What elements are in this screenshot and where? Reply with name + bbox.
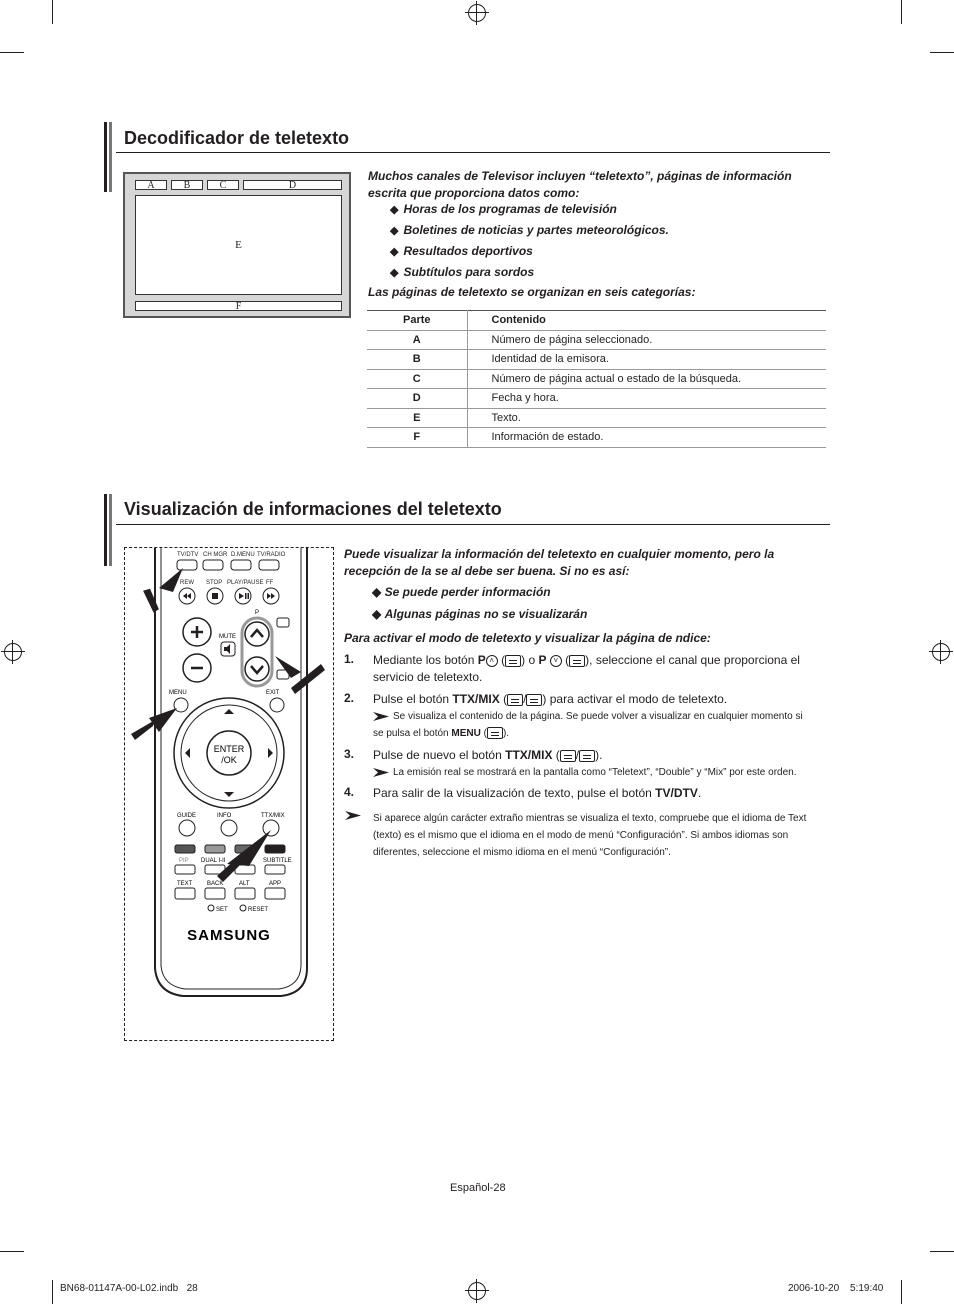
teletext-icon: [560, 750, 576, 762]
text-button[interactable]: [175, 888, 195, 899]
table-cell: A: [367, 330, 467, 350]
table-header: Parte: [367, 311, 467, 331]
note-text: Se visualiza el contenido de la página. Se puede volver a visualizar en cualquier momento si se pulsa el botón: [373, 711, 803, 739]
note-arrow-icon: [373, 768, 389, 777]
crop-mark: [52, 1280, 53, 1304]
remote-label-ttx-mix: TTX/MIX: [261, 813, 285, 819]
list-item: ◆ Boletines de noticias y partes meteorológicos.: [390, 220, 669, 241]
key-label: TV/DTV: [655, 786, 698, 800]
d-menu-button[interactable]: [231, 560, 251, 570]
diagram-label-a: A: [135, 180, 167, 190]
step-number: 1.: [344, 652, 355, 666]
print-date: 2006-10-20: [788, 1283, 840, 1294]
remote-label-dmenu: D.MENU: [231, 552, 255, 558]
step-number: 3.: [344, 747, 355, 761]
remote-label-dual: DUAL I-II: [201, 858, 226, 864]
visualization-intro: Puede visualizar la información del teletexto en cualquier momento, pero la recepción de la se al debe ser buena. Si no es así:: [344, 547, 775, 578]
crop-mark: [52, 0, 53, 24]
key-label: P: [477, 653, 486, 667]
teletext-intro: Muchos canales de Televisor incluyen “teletexto”, páginas de información escrita que proporciona datos como:: [368, 169, 792, 200]
diagram-label-b: B: [171, 180, 203, 190]
remote-label-rew: REW: [180, 580, 194, 586]
step-3-note: [373, 764, 823, 781]
remote-label-reset: RESET: [248, 907, 269, 913]
page-up-icon: [277, 618, 289, 627]
chevron-up-icon: ˄: [486, 655, 498, 667]
step-text: ) o: [521, 653, 539, 667]
remote-label-exit: EXIT: [266, 690, 280, 696]
channel-down-button[interactable]: [245, 657, 269, 681]
key-label: TTX/MIX: [505, 748, 553, 762]
key-label: TTX/MIX: [452, 692, 500, 706]
mix-icon: [526, 694, 542, 706]
final-note: Si aparece algún carácter extraño mientras se visualiza el texto, compruebe que el idioma de Text (texto) es el mismo que el idioma en el modo de menú “Configuración”. Si ambos idiomas son diferentes, seleccione el mismo idioma en el menú “Configuración”.: [373, 813, 807, 858]
registration-mark-icon: [468, 1282, 486, 1300]
table-row: [367, 369, 826, 389]
channel-up-button[interactable]: [245, 622, 269, 646]
bullet-text: Se puede perder información: [384, 585, 551, 599]
activate-text: Para activar el modo de teletexto y visualizar la página de ndice:: [344, 631, 711, 645]
teletext-icon: [507, 694, 523, 706]
step-text: Pulse el botón: [373, 692, 453, 706]
back-button[interactable]: [205, 888, 225, 899]
remote-label-ff: FF: [266, 580, 274, 586]
page-down-icon: [569, 655, 585, 667]
diamond-bullet-icon: ◆: [372, 607, 385, 621]
remote-label-guide: GUIDE: [177, 813, 197, 819]
guide-button[interactable]: [179, 820, 195, 836]
parts-table: [367, 310, 826, 448]
table-cell: E: [367, 408, 467, 428]
step-text: ) para activar el modo de teletexto.: [542, 692, 728, 706]
remote-illustration: [124, 547, 334, 1041]
note-text: La emisión real se mostrará en la pantalla como “Teletext”, “Double” y “Mix” por este orden.: [393, 767, 797, 778]
step-2-note: Se visualiza el contenido de la página. Se puede volver a visualizar en cualquier momento si se pulsa el botón MENU ( ).: [373, 711, 803, 739]
section-bar: [104, 122, 112, 192]
remote-label-info: INFO: [217, 813, 232, 819]
alt-button[interactable]: [235, 888, 255, 899]
remote-label-mute: MUTE: [219, 634, 236, 640]
key-label: MENU: [451, 728, 481, 739]
section-title: Visualización de informaciones del teletexto: [124, 499, 502, 519]
step-2-text: Pulse el botón TTX/MIX ( / ) para activar el modo de teletexto.: [373, 692, 728, 706]
diagram-label-d: D: [243, 180, 342, 190]
step-4-text: [373, 785, 831, 802]
tv-dtv-button[interactable]: [177, 560, 197, 570]
green-button[interactable]: [205, 845, 225, 853]
section-title: Decodificador de teletexto: [124, 128, 350, 148]
file-name: BN68-01147A-00-L02.indb 28: [60, 1283, 198, 1294]
step-number: 2.: [344, 691, 355, 705]
list-item: ◆ Subtítulos para sordos: [390, 262, 669, 283]
crop-mark: [0, 1251, 24, 1252]
step-number: 4.: [344, 785, 355, 799]
stop-icon: [212, 593, 218, 599]
step-text: Para salir de la visualización de texto, pulse el botón: [373, 786, 656, 800]
remote-label-app: APP: [269, 881, 282, 887]
table-cell: Número de página seleccionado.: [467, 330, 826, 350]
table-row: [367, 408, 826, 428]
step-text: ), seleccione el canal que proporciona el servicio de teletexto.: [373, 653, 800, 684]
red-button[interactable]: [175, 845, 195, 853]
remote-label-tvdtv: TV/DTV: [177, 552, 199, 558]
remote-label-enter: ENTER: [213, 744, 245, 754]
table-cell: Texto.: [467, 408, 826, 428]
remote-label-p: P: [255, 610, 260, 616]
list-item: ◆ Resultados deportivos: [390, 241, 669, 262]
remote-label-playpause: PLAY/PAUSE: [227, 580, 264, 586]
table-cell: D: [367, 389, 467, 409]
table-cell: Información de estado.: [467, 428, 826, 448]
crop-mark: [0, 52, 24, 53]
remote-label-menu: MENU: [169, 690, 187, 696]
remote-control-drawing: [125, 548, 335, 1042]
mix-icon: [579, 750, 595, 762]
registration-mark-icon: [4, 643, 22, 661]
remote-label-stop: STOP: [206, 580, 223, 586]
reset-button[interactable]: [240, 905, 246, 911]
diagram-label-e: E: [135, 195, 342, 295]
step-text: .: [697, 786, 702, 800]
remote-label-ok: /OK: [221, 755, 237, 765]
section-rule: [116, 524, 830, 525]
step-text: Mediante los botón: [373, 653, 478, 667]
ch-mgr-button[interactable]: [203, 560, 223, 570]
table-row: [367, 389, 826, 409]
registration-mark-icon: [932, 643, 950, 661]
ttx-mix-button[interactable]: [263, 820, 279, 836]
table-cell: Fecha y hora.: [467, 389, 826, 409]
table-cell: C: [367, 369, 467, 389]
crop-mark: [930, 1251, 954, 1252]
bullet-item: [372, 606, 587, 623]
app-button[interactable]: [265, 888, 285, 899]
remote-label-back: BACK: [207, 881, 224, 887]
teletext-bullets: [390, 199, 669, 283]
table-row: [367, 428, 826, 448]
exit-button[interactable]: [270, 698, 284, 712]
teletext-diagram: [123, 172, 351, 318]
subtitle-button[interactable]: [265, 865, 285, 874]
table-header: Contenido: [467, 311, 826, 331]
categories-text: Las páginas de teletexto se organizan en seis categorías:: [368, 285, 696, 299]
crop-mark: [901, 1280, 902, 1304]
remote-label-pip: PIP: [179, 858, 189, 864]
table-row: [367, 330, 826, 350]
crop-mark: [901, 0, 902, 24]
section-rule: [116, 152, 830, 153]
menu-button[interactable]: [174, 698, 188, 712]
step-text: ).: [595, 748, 603, 762]
key-label: P: [538, 653, 547, 667]
tv-radio-button[interactable]: [259, 560, 279, 570]
registration-mark-icon: [468, 4, 486, 22]
table-row: [367, 350, 826, 370]
chevron-down-icon: ˅: [550, 655, 562, 667]
table-cell: Número de página actual o estado de la búsqueda.: [467, 369, 826, 389]
samsung-logo: SAMSUNG: [187, 927, 271, 944]
step-1-text: Mediante los botón P ˄ ( ) o P ˅ ( ), seleccione el canal que proporciona el servicio de teletexto.: [373, 653, 800, 684]
note-text: ).: [502, 728, 510, 739]
remote-label-set: SET: [216, 907, 228, 913]
section-bar: [104, 494, 112, 566]
remote-label-text: TEXT: [177, 881, 193, 887]
diamond-bullet-icon: ◆: [372, 585, 385, 599]
table-cell: F: [367, 428, 467, 448]
note-arrow-icon: [345, 811, 361, 820]
note-arrow-icon: [373, 712, 389, 721]
table-cell: B: [367, 350, 467, 370]
info-button[interactable]: [221, 820, 237, 836]
diagram-label-c: C: [207, 180, 239, 190]
pointer-arrow-icon: [131, 720, 155, 740]
diagram-label-f: F: [135, 301, 342, 311]
remote-label-chmgr: CH MGR: [203, 552, 228, 558]
page-up-icon: [505, 655, 521, 667]
set-button[interactable]: [208, 905, 214, 911]
step-3-text: Pulse de nuevo el botón TTX/MIX ( / ).: [373, 748, 603, 762]
remote-label-alt: ALT: [239, 881, 250, 887]
remote-label-subtitle: SUBTITLE: [263, 858, 292, 864]
menu-icon: [487, 727, 503, 739]
step-text: Pulse de nuevo el botón: [373, 748, 506, 762]
page-number: Español-28: [450, 1182, 506, 1194]
bullet-text: Algunas páginas no se visualizarán: [384, 607, 588, 621]
pip-button[interactable]: [175, 865, 195, 874]
table-cell: Identidad de la emisora.: [467, 350, 826, 370]
table-header-row: [367, 311, 826, 331]
crop-mark: [930, 52, 954, 53]
bullet-item: [372, 584, 551, 601]
remote-label-tvradio: TV/RADIO: [257, 552, 286, 558]
list-item: ◆ Horas de los programas de televisión: [390, 199, 669, 220]
print-time: 5:19:40: [850, 1283, 884, 1294]
blue-button[interactable]: [265, 845, 285, 853]
